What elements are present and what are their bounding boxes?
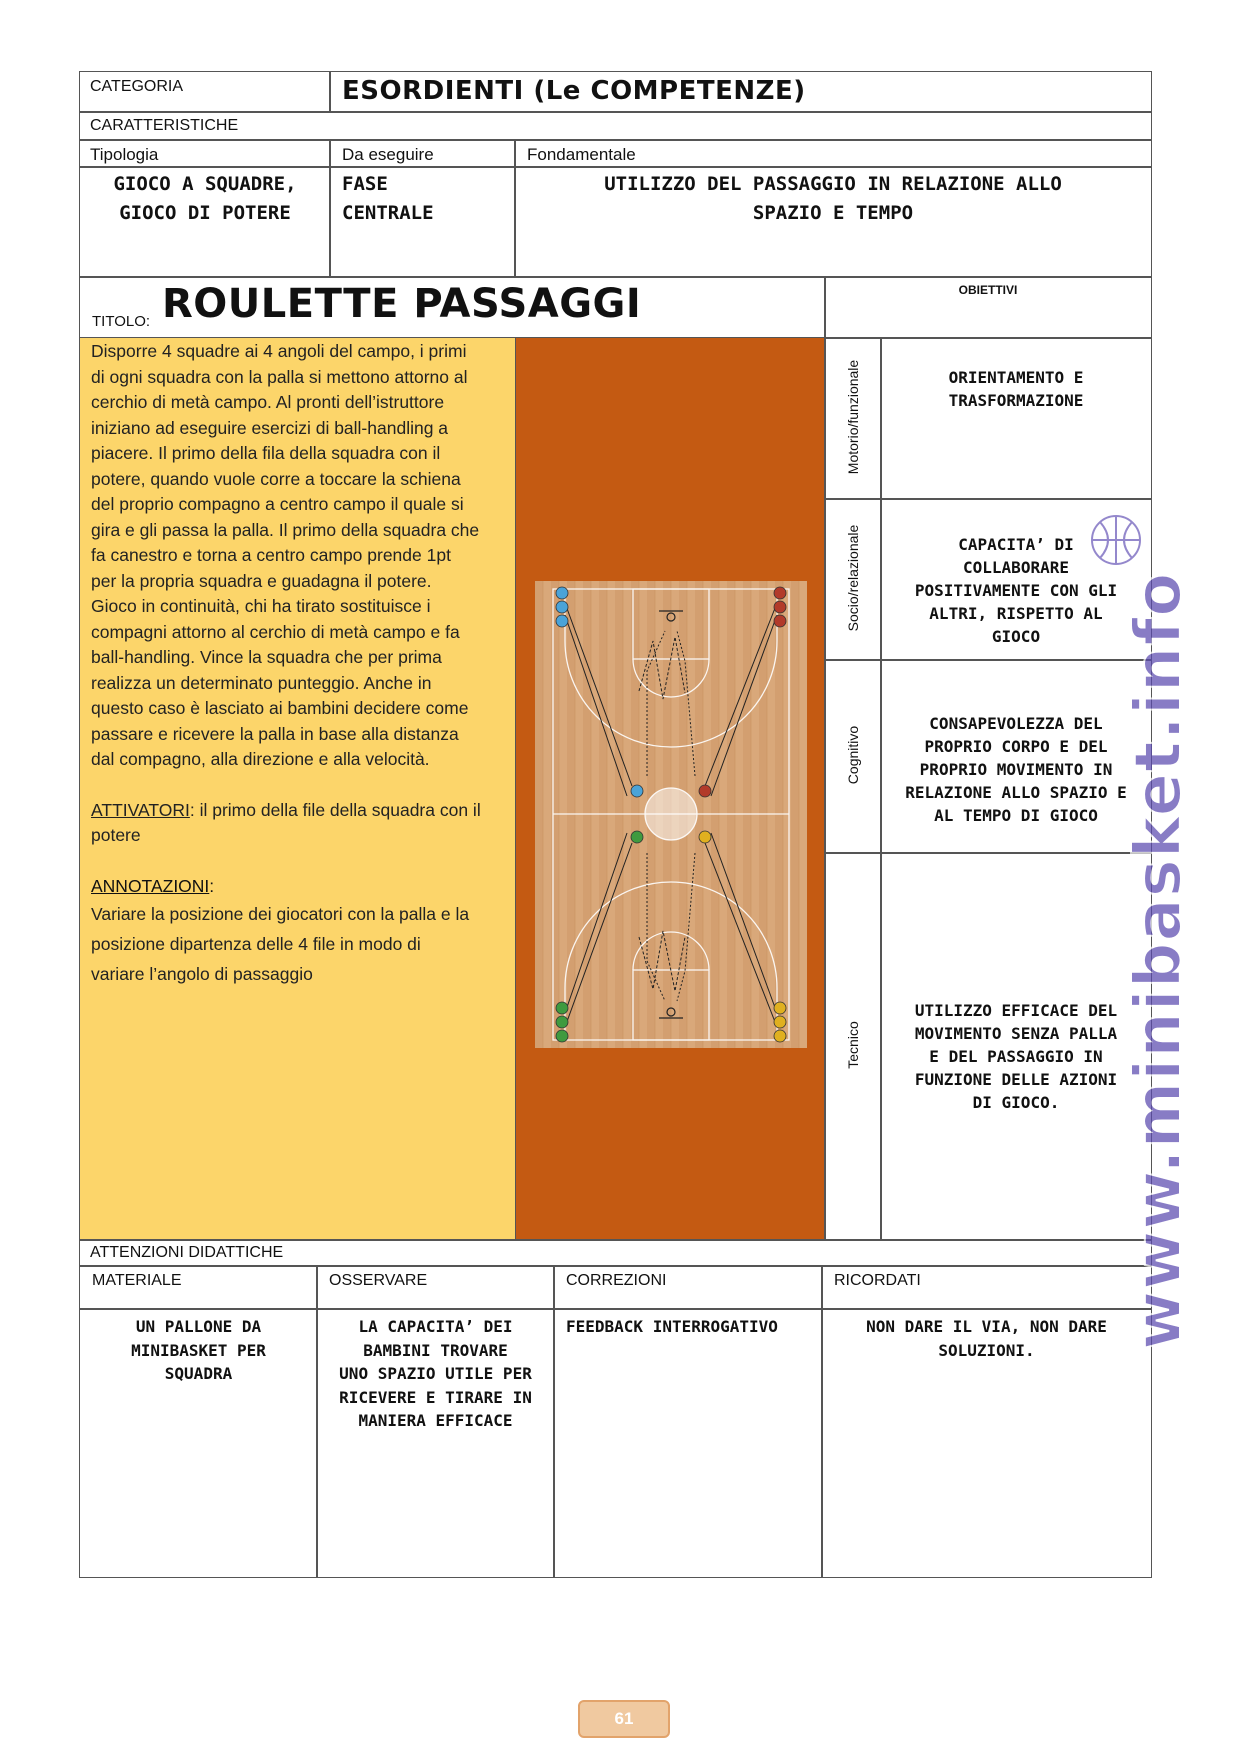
- description-cell: [79, 337, 517, 1241]
- objective-text-3: [881, 712, 1151, 827]
- description-line: del proprio compagno a centro campo il quale si: [91, 494, 464, 514]
- objective-text-cell-1: [880, 337, 1152, 500]
- objective-line: TRASFORMAZIONE: [948, 391, 1084, 410]
- correzioni-label: CORREZIONI: [566, 1272, 667, 1289]
- objective-category-cell-2: [824, 498, 882, 661]
- page-number: 61: [578, 1700, 670, 1738]
- objective-line: GIOCO: [991, 627, 1041, 646]
- attivatori-label: ATTIVATORI: [91, 799, 190, 820]
- objective-category-cell-1: [824, 337, 882, 500]
- description-line: Disporre 4 squadre ai 4 angoli del campo, i primi: [91, 341, 467, 361]
- da-eseguire-value-line-2: CENTRALE: [342, 202, 434, 224]
- annotazioni-line: variare l’angolo di passaggio: [91, 964, 313, 984]
- materiale-line: UN PALLONE DA: [135, 1317, 262, 1336]
- objective-line: CAPACITA’ DI: [958, 535, 1074, 554]
- description-line: cerchio di metà campo. Al pronti dell’istruttore: [91, 392, 445, 412]
- watermark-text: www.minibasket.info: [1122, 571, 1196, 1350]
- description-line: fa canestro e torna a centro campo prende 1pt: [91, 545, 451, 565]
- obiettivi-label: OBIETTIVI: [958, 283, 1018, 297]
- caratteristiche-cell: [79, 111, 1152, 141]
- materiale-value: [80, 1315, 317, 1386]
- osservare-line: MANIERA EFFICACE: [358, 1411, 513, 1430]
- da-eseguire-label: Da eseguire: [342, 145, 434, 164]
- attivatori-text-2: potere: [91, 825, 141, 845]
- objective-line: DI GIOCO.: [972, 1093, 1060, 1112]
- ricordati-value: [822, 1315, 1151, 1362]
- ricordati-line: NON DARE IL VIA, NON DARE: [866, 1317, 1107, 1336]
- objective-category-label-4: Tecnico: [845, 1021, 861, 1069]
- description-line: di ogni squadra con la palla si mettono attorno al: [91, 366, 468, 387]
- diagram-cell: [515, 337, 826, 1241]
- tipologia-value-line-2: GIOCO DI POTERE: [119, 202, 291, 224]
- description-line: realizza un determinato punteggio. Anche in: [91, 672, 432, 693]
- categoria-label-cell: [79, 71, 331, 113]
- attivatori-text-1: : il primo della file della squadra con il: [189, 799, 481, 820]
- objective-text-cell-3: [880, 659, 1152, 854]
- objective-text-cell-4: [880, 852, 1152, 1241]
- osservare-value-cell: [316, 1308, 555, 1578]
- description-line: per la propria squadra e guadagna il potere.: [91, 570, 432, 591]
- objective-text-4: [881, 999, 1151, 1114]
- objective-category-label-1: Motorio/funzionale: [845, 359, 861, 475]
- da-eseguire-value-cell: [329, 166, 516, 278]
- correzioni-value-cell: [553, 1308, 823, 1578]
- osservare-line: UNO SPAZIO UTILE PER: [339, 1364, 532, 1383]
- objective-line: ORIENTAMENTO E: [948, 368, 1084, 387]
- obiettivi-header-cell: [824, 276, 1152, 339]
- objective-text-1: [881, 366, 1151, 412]
- osservare-line: RICEVERE E TIRARE IN: [339, 1387, 532, 1407]
- description-line: piacere. Il primo della fila della squadra con il: [91, 443, 441, 463]
- annotazioni-label: ANNOTAZIONI: [91, 875, 210, 896]
- title-label: TITOLO:: [92, 313, 151, 330]
- categoria-value-cell: [329, 71, 1152, 113]
- objective-line: ALTRI, RISPETTO AL: [929, 604, 1103, 623]
- osservare-label: OSSERVARE: [329, 1272, 428, 1289]
- fondamentale-value-line-1: UTILIZZO DEL PASSAGGIO IN RELAZIONE ALLO: [604, 173, 1062, 195]
- description-line: Gioco in continuità, chi ha tirato sostituisce i: [91, 596, 431, 616]
- tipologia-value-cell: [79, 166, 331, 278]
- ricordati-label: RICORDATI: [834, 1272, 921, 1289]
- description-line: potere, quando vuole corre a toccare la schiena: [91, 468, 461, 489]
- description-line: gira e gli passa la palla. Il primo della squadra che: [91, 519, 480, 540]
- ricordati-line: SOLUZIONI.: [938, 1340, 1035, 1360]
- objective-line: PROPRIO CORPO E DEL: [924, 737, 1108, 756]
- objective-line: FUNZIONE DELLE AZIONI: [914, 1070, 1118, 1089]
- objective-line: AL TEMPO DI GIOCO: [934, 806, 1098, 825]
- osservare-value: [317, 1315, 554, 1433]
- objective-line: PROPRIO MOVIMENTO IN: [919, 760, 1113, 779]
- fondamentale-label-cell: [514, 139, 1152, 168]
- materiale-label: MATERIALE: [92, 1272, 182, 1289]
- description-text: [91, 339, 511, 989]
- description-line: passare e ricevere la palla in base alla distanza: [91, 723, 459, 744]
- description-line: compagni attorno al cerchio di metà campo e fa: [91, 621, 460, 642]
- da-eseguire-value-line-1: FASE: [342, 173, 388, 195]
- title-value: ROULETTE PASSAGGI: [162, 281, 642, 327]
- fondamentale-label: Fondamentale: [527, 145, 636, 164]
- court-diagram: [535, 581, 807, 1048]
- fondamentale-value-cell: [514, 166, 1152, 278]
- ricordati-label-cell: [821, 1265, 1152, 1310]
- description-line: dal compagno, alla direzione e alla velocità.: [91, 749, 430, 769]
- objective-line: UTILIZZO EFFICACE DEL: [914, 1001, 1118, 1020]
- correzioni-value: [566, 1315, 778, 1339]
- objective-line: COLLABORARE: [963, 558, 1069, 577]
- fondamentale-value-line-2: SPAZIO E TEMPO: [752, 202, 914, 224]
- caratteristiche-label: CARATTERISTICHE: [90, 117, 239, 134]
- materiale-line: SQUADRA: [164, 1364, 233, 1383]
- annotazioni-line: posizione dipartenza delle 4 file in modo di: [91, 934, 421, 954]
- attenzioni-label: ATTENZIONI DIDATTICHE: [90, 1244, 284, 1261]
- osservare-label-cell: [316, 1265, 555, 1310]
- objective-line: RELAZIONE ALLO SPAZIO E: [905, 783, 1127, 802]
- description-line: questo caso è lasciato ai bambini decidere come: [91, 698, 469, 718]
- annotazioni-line: Variare la posizione dei giocatori con la palla e la: [91, 904, 470, 924]
- objective-line: POSITIVAMENTE CON GLI: [914, 581, 1118, 600]
- da-eseguire-label-cell: [329, 139, 516, 168]
- tipologia-label: Tipologia: [90, 145, 159, 164]
- materiale-label-cell: [79, 1265, 318, 1310]
- objective-category-cell-3: [824, 659, 882, 854]
- objective-category-label-3: Cognitivo: [845, 725, 861, 785]
- description-line: ball-handling. Vince la squadra che per prima: [91, 647, 442, 667]
- title-cell: [79, 276, 826, 339]
- correzioni-line: FEEDBACK INTERROGATIVO: [566, 1317, 778, 1336]
- attenzioni-cell: [79, 1239, 1152, 1267]
- osservare-line: BAMBINI TROVARE: [363, 1340, 508, 1360]
- objective-line: CONSAPEVOLEZZA DEL: [929, 714, 1103, 733]
- osservare-line: LA CAPACITA’ DEI: [358, 1317, 513, 1336]
- ricordati-value-cell: [821, 1308, 1152, 1578]
- correzioni-label-cell: [553, 1265, 823, 1310]
- annotazioni-heading: [91, 874, 511, 900]
- categoria-value: ESORDIENTI (Le COMPETENZE): [342, 76, 806, 106]
- tipologia-value-line-1: GIOCO A SQUADRE,: [113, 173, 297, 195]
- description-line: iniziano ad eseguire esercizi di ball-handling a: [91, 417, 449, 438]
- attivatori-line: [91, 798, 511, 824]
- objective-category-cell-4: [824, 852, 882, 1241]
- annotazioni-colon: :: [209, 875, 215, 896]
- categoria-label: CATEGORIA: [90, 78, 184, 95]
- materiale-line: MINIBASKET PER: [131, 1340, 266, 1360]
- objective-line: E DEL PASSAGGIO IN: [929, 1047, 1103, 1066]
- tipologia-label-cell: [79, 139, 331, 168]
- objective-line: MOVIMENTO SENZA PALLA: [914, 1024, 1118, 1043]
- objective-category-label-2: Socio/relazionale: [845, 524, 861, 632]
- materiale-value-cell: [79, 1308, 318, 1578]
